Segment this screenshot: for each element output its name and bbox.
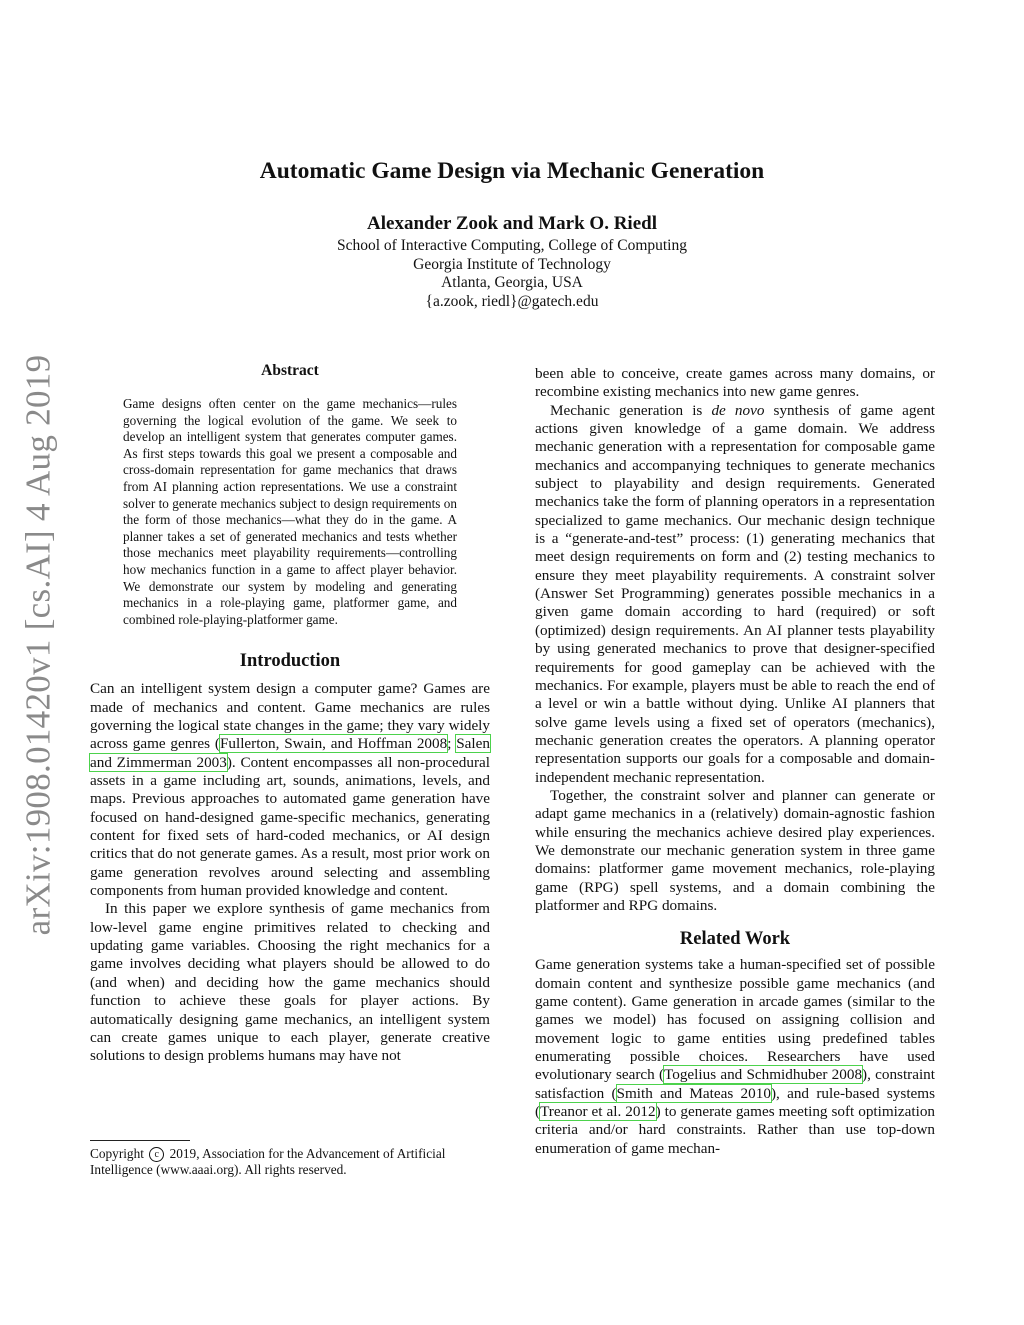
citation-fullerton-2008[interactable]: Fullerton, Swain, and Hoffman 2008 [219, 735, 448, 753]
related-text-b: ), constraint satisfaction ( [535, 1066, 935, 1102]
related-text-a: Game generation systems take a human-specified set of possible domain content and synthesize possible game mechanics (and game content). Game generation in arcade games (similar to the games we model) has focused on assigning collision and movement logic to game entities using predefined tables enumerating possible choices. Researchers have used evolutionary search ( [535, 956, 935, 1084]
citation-salen-2003[interactable]: Salen and Zimmerman 2003 [90, 735, 490, 771]
author-email: {a.zook, riedl}@gatech.edu [425, 292, 599, 310]
related-text-d: ) to generate games meeting soft optimization criteria and/or hard constraints. Rather than use top-down enumeration of game mechan- [535, 1103, 936, 1157]
intro-p3-text-a: Mechanic generation is [550, 401, 712, 419]
paper-title: Automatic Game Design via Mechanic Generation [259, 158, 765, 184]
arxiv-id-text: arXiv:1908.01420v1 [cs.AI] 4 Aug 2019 [18, 354, 58, 936]
intro-p1-text-b: ). Content encompasses all non-procedural assets in a game including art, sounds, animations, levels, and maps. Previous approaches to automated game generation have focused on hand-designed game-specific mechanics, generating content for fixed sets of hard-coded mechanics, or AI design critics that do not generate games. As a result, most prior work on game generation revolves around selecting and assembling components from human provided knowledge and content. [90, 753, 491, 900]
copyright-statement: 2019, Association for the Advancement of Artificial Intelligence (www.aaai.org). All rights reserved. [90, 1146, 446, 1177]
author-affiliation [0, 237, 1024, 311]
intro-paragraph-2: In this paper we explore synthesis of game mechanics from low-level game engine primitives related to checking and updating game variables. Choosing the right mechanics for a game involves deciding what players should be allowed to do (and when) and deciding how the game mechanics should function to achieve these goals for player actions. By automatically designing game mechanics, an intelligent system can create games unique to each player, generate creative solutions to design problems humans may have not [90, 900, 490, 1065]
citation-togelius-2008[interactable]: Togelius and Schmidhuber 2008 [664, 1066, 863, 1084]
citation-treanor-2012[interactable]: Treanor et al. 2012 [540, 1103, 656, 1121]
related-work-paragraph-1 [535, 956, 935, 1158]
copyright-footnote [90, 1140, 490, 1178]
citation-smith-2010[interactable]: Smith and Mateas 2010 [616, 1084, 771, 1102]
copyright-symbol: c [149, 1147, 164, 1162]
affiliation-line-2: Georgia Institute of Technology [413, 255, 611, 273]
affiliation-line-1: School of Interactive Computing, College of Computing [337, 237, 687, 254]
arxiv-identifier-stamp [6, 354, 70, 936]
introduction-heading: Introduction [239, 651, 341, 672]
affiliation-line-3: Atlanta, Georgia, USA [441, 274, 583, 291]
left-column [90, 362, 490, 1066]
copyright-word: Copyright [90, 1146, 144, 1161]
copyright-text [90, 1146, 490, 1178]
citation-separator: ; [447, 735, 457, 753]
abstract-text: Game designs often center on the game mechanics—rules governing the logical evolution of the game. We seek to develop an intelligent system that generates computer games. As first steps towards this goal we present a composable and cross-domain representation for game mechanics that draws from AI planning action representations. We use a constraint solver to generate mechanics subject to design requirements on the form of those mechanics—what they do in the game. A planner takes a set of generated mechanics and tests whether those mechanics meet playability requirements—controlling how mechanics function in a game to affect player behavior. We demonstrate our system by modeling and generating mechanics in a role-playing game, platformer game, and combined role-playing-platformer game. [123, 396, 457, 627]
right-column [535, 365, 935, 1158]
intro-p1-text-a: Can an intelligent system design a computer game? Games are made of mechanics and content. Game mechanics are rules governing the logical state changes in the game; they vary widely across game genres ( [90, 680, 490, 753]
intro-paragraph-2-continued: been able to conceive, create games across many domains, or recombine existing mechanics into new game genres. [535, 365, 935, 401]
footnote-rule [90, 1140, 190, 1141]
de-novo-emphasis: de novo [711, 401, 765, 419]
related-work-heading: Related Work [679, 929, 791, 950]
intro-paragraph-3 [535, 402, 935, 787]
abstract-heading: Abstract [261, 362, 319, 379]
intro-p3-text-b: synthesis of game agent actions given knowledge of a game domain. We address mechanic generation with a representation for composable game mechanics and accompanying techniques to generate mechanics subject to playability and design requirements. Generated mechanics take the form of planning operators in a representation specialized to game mechanics. Our mechanic design technique is a “generate-and-test” process: (1) generating mechanics that meet design requirements on form and (2) testing mechanics to ensure they meet playability requirements. A constraint solver (Answer Set Programming) generates possible mechanics in a given game domain according to hard (required) or soft (optimized) design requirements. An AI planner tests playability by using generated mechanics to prove that designer-specified requirements for good gameplay can be achieved with the mechanics. For example, players must be able to reach the end of a level or win a battle without dying. Unlike AI planners that solve game levels using a fixed set of operators (mechanics), mechanic generation creates the operators. A planning operator representation supports our goals for a composable and domain-independent mechanic representation. [535, 401, 936, 786]
intro-paragraph-4: Together, the constraint solver and planner can generate or adapt game mechanics in a (relatively) domain-agnostic fashion while ensuring the mechanics achieve desired play experiences. We demonstrate our mechanic generation system in three game domains: platformer game movement mechanics, role-playing game (RPG) spell systems, and a domain combining the platformer and RPG domains. [535, 786, 935, 914]
paper-authors: Alexander Zook and Mark O. Riedl [367, 213, 657, 234]
intro-paragraph-1 [90, 680, 490, 900]
related-text-c: ), and rule-based systems ( [535, 1084, 935, 1121]
